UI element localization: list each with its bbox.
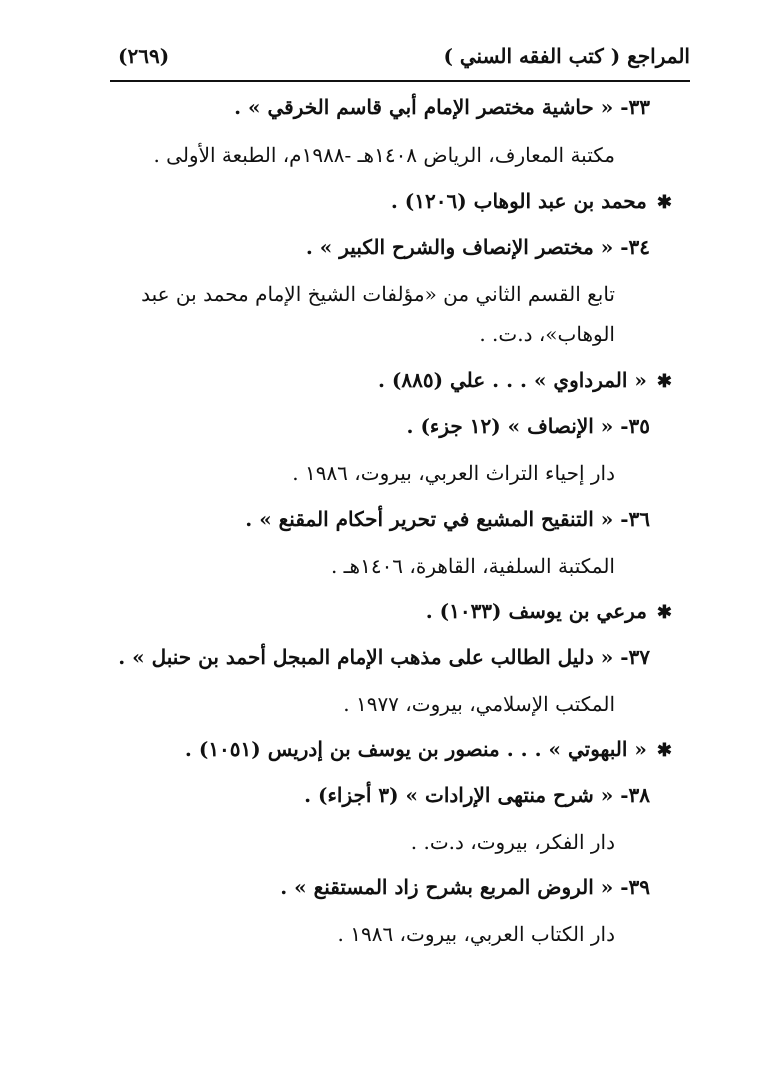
line-r34-pub-1 — [141, 280, 615, 308]
asterisk-icon: ✱ — [656, 740, 672, 761]
line-text: « البهوتي » . . . منصور بن يوسف بن إدريس (١٠٥١) . — [184, 737, 647, 761]
line-text: الوهاب»، د.ت. . — [479, 322, 615, 346]
line-r36-title — [245, 505, 650, 533]
line-text: ٣٦- « التنقيح المشبع في تحرير أحكام المقنع » . — [245, 507, 650, 531]
line-text: مرعي بن يوسف (١٠٣٣) . — [425, 599, 647, 623]
page-header — [110, 38, 690, 78]
line-r39-title — [280, 873, 650, 901]
line-text: مكتبة المعارف، الرياض ١٤٠٨هـ -١٩٨٨م، الطبعة الأولى . — [153, 143, 615, 167]
line-r37-title — [118, 643, 650, 671]
line-r36-pub — [331, 552, 615, 580]
line-r33-title — [234, 93, 650, 121]
line-r38-pub — [411, 828, 615, 856]
asterisk-icon: ✱ — [656, 192, 672, 213]
line-text: دار الكتاب العربي، بيروت، ١٩٨٦ . — [337, 922, 615, 946]
line-text: ٣٣- « حاشية مختصر الإمام أبي قاسم الخرقي » . — [234, 95, 650, 119]
line-text: المكتبة السلفية، القاهرة، ١٤٠٦هـ . — [330, 554, 615, 578]
line-r37-pub — [343, 690, 615, 718]
line-r35-pub — [292, 459, 615, 487]
line-author-bahuti — [185, 735, 672, 765]
line-text: ٣٧- « دليل الطالب على مذهب الإمام المبجل أحمد بن حنبل » . — [118, 645, 650, 669]
line-text: تابع القسم الثاني من «مؤلفات الشيخ الإمام محمد بن عبد — [141, 282, 615, 306]
line-text: ٣٨- « شرح منتهى الإرادات » (٣ أجزاء) . — [304, 783, 650, 807]
line-author-ibn-abdulwahhab — [391, 187, 672, 217]
line-text: « المرداوي » . . . علي (٨٨٥) . — [377, 368, 647, 392]
line-text: ٣٩- « الروض المربع بشرح زاد المستقنع » . — [280, 875, 650, 899]
line-text: دار الفكر، بيروت، د.ت. . — [410, 830, 615, 854]
line-r39-pub — [338, 920, 616, 948]
line-text: محمد بن عبد الوهاب (١٢٠٦) . — [390, 189, 647, 213]
running-title: المراجع ( كتب الفقه السني ) — [443, 44, 690, 68]
line-r34-pub-2 — [479, 320, 615, 348]
line-author-mardawi — [378, 366, 672, 396]
line-text: ٣٥- « الإنصاف » (١٢ جزء) . — [406, 414, 650, 438]
line-r35-title — [407, 412, 650, 440]
line-r34-title — [306, 233, 650, 261]
asterisk-icon: ✱ — [656, 371, 672, 392]
line-r38-title — [304, 781, 650, 809]
asterisk-icon: ✱ — [656, 602, 672, 623]
line-r33-pub — [153, 141, 615, 169]
line-text: دار إحياء التراث العربي، بيروت، ١٩٨٦ . — [292, 461, 615, 485]
line-text: المكتب الإسلامي، بيروت، ١٩٧٧ . — [343, 692, 615, 716]
line-author-marei — [426, 597, 672, 627]
header-rule — [110, 80, 690, 82]
page-number: (٢٦٩) — [118, 44, 170, 68]
line-text: ٣٤- « مختصر الإنصاف والشرح الكبير » . — [305, 235, 650, 259]
